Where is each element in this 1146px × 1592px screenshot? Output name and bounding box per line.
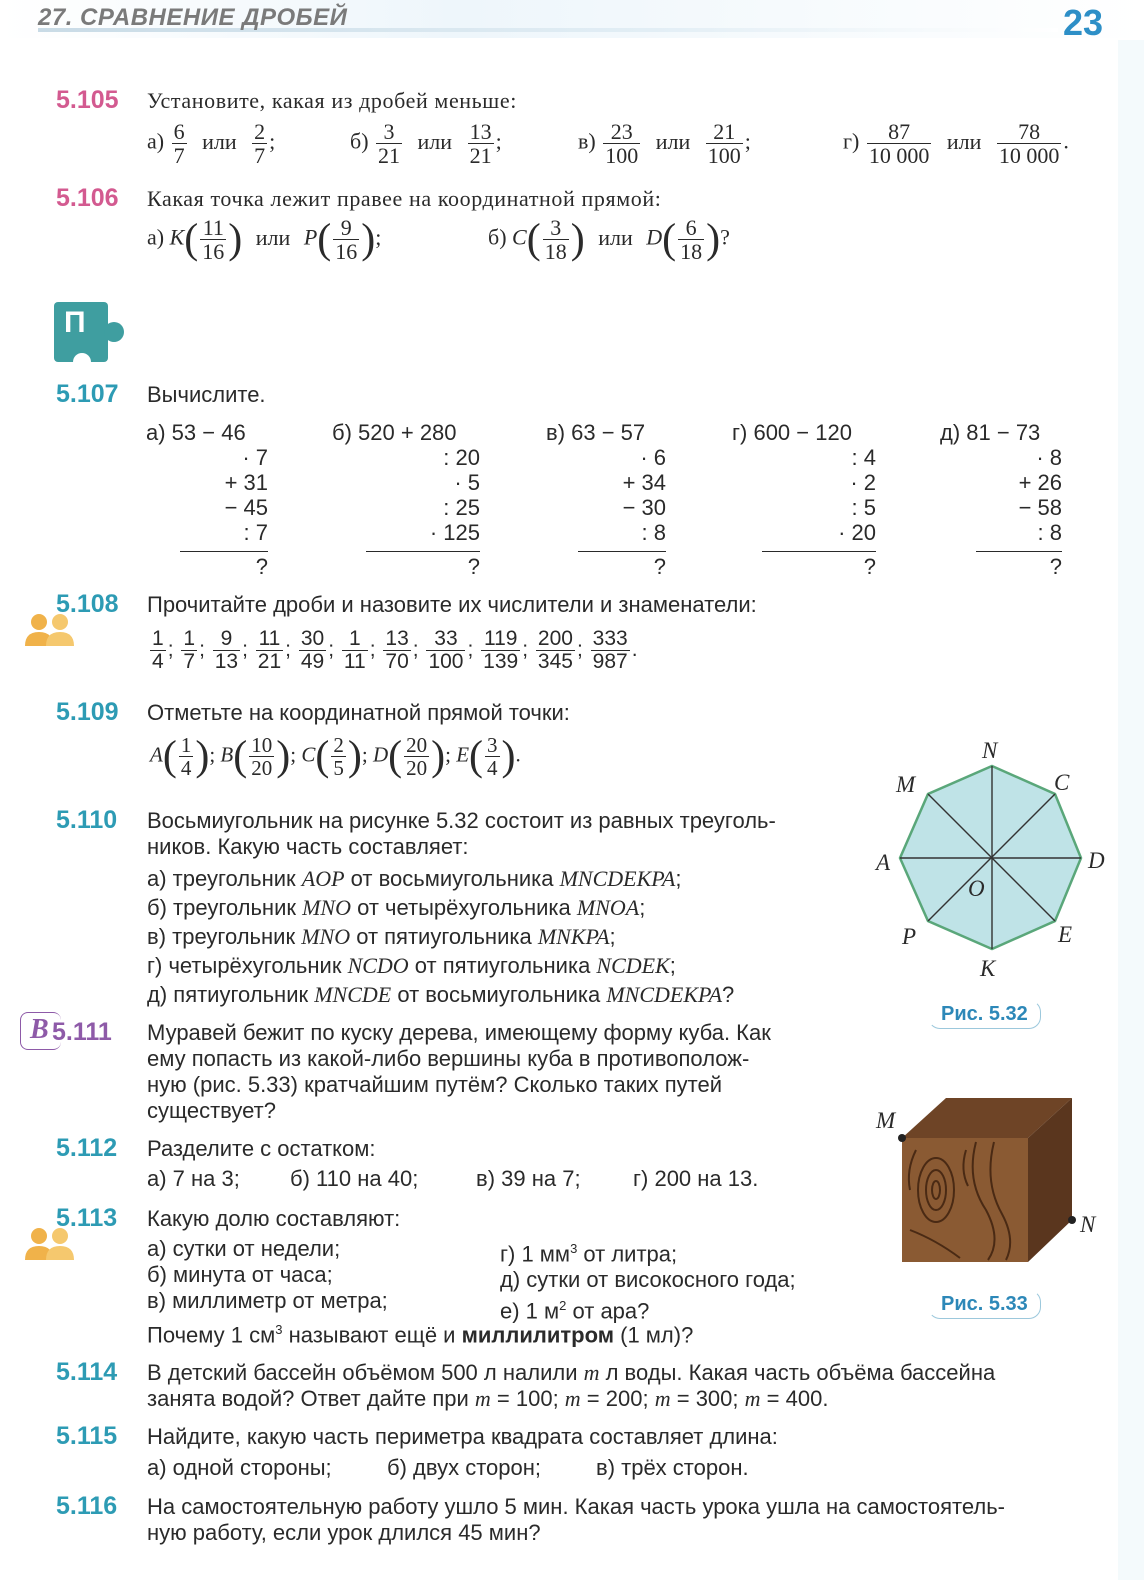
list-item: б) треугольник MNO от четырёхугольника MNOA;	[147, 895, 646, 920]
problem-5-111-text: Муравей бежит по куску дерева, имеющему форму куба. Как ему попасть из какой-либо вершины куба в противополож- ную (рис. 5.33) кратчайшим путём? Сколько таких путей существует?	[147, 1020, 771, 1123]
section-title: 27. СРАВНЕНИЕ ДРОБЕЙ	[38, 4, 348, 31]
problem-5-115-item-b: б) двух сторон;	[387, 1455, 541, 1480]
calc-chain-a: а) 53 − 46 · 7 + 31 − 45 : 7 ?	[146, 420, 268, 579]
problem-5-108-text: Прочитайте дроби и назовите их числители и знаменатели:	[147, 592, 757, 617]
problem-5-116-line-1: На самостоятельную работу ушло 5 мин. Какая часть урока ушла на самостоятель-	[147, 1494, 1005, 1519]
fraction: $\frac{78}{10 000}$	[998, 119, 1060, 169]
problem-5-112-item-b: б) 110 на 40;	[290, 1166, 419, 1191]
calc-chain-e: д) 81 − 73 · 8 + 26 − 58 : 8 ?	[940, 420, 1062, 579]
fraction: $\frac{2}{7}$	[254, 119, 266, 169]
problem-5-105-option-d: г) $\frac{87}{10 000}$ или $\frac{78}{10 000}$ .	[843, 119, 1069, 169]
problem-5-113-right-items: г) 1 $мм^3$ от литра; д) сутки от високосного года; е) 1 $м^2$ от ара?	[500, 1241, 796, 1324]
label-D: D	[1088, 848, 1105, 873]
fraction: $\frac{87}{10 000}$	[868, 119, 930, 169]
problem-number-5-113: 5.113	[56, 1204, 118, 1232]
problem-5-114-line-1: В детский бассейн объёмом 500 л налили m л воды. Какая часть объёма бассейна	[147, 1360, 996, 1385]
problem-5-115-item-a: а) одной стороны;	[147, 1455, 332, 1480]
label-O: O	[968, 876, 985, 901]
problem-number-5-114: 5.114	[56, 1358, 118, 1386]
list-item: а) треугольник AOP от восьмиугольника MNCDEKPA;	[147, 866, 682, 891]
problem-5-116-line-2: ную работу, если урок длился 45 мин?	[147, 1520, 541, 1545]
problem-5-113-question: Почему 1 $см^3$ называют ещё и миллилитром (1 мл)?	[147, 1322, 694, 1348]
problem-5-106-option-a: а) K( $\frac{11}{16}$ ) или P( $\frac{9}{16}$ );	[147, 215, 382, 265]
problem-number-5-116: 5.116	[56, 1492, 118, 1520]
problem-5-110-line-1: Восьмиугольник на рисунке 5.32 состоит из равных треуголь-	[147, 808, 776, 833]
label-N: N	[982, 738, 998, 763]
problem-number-5-106: 5.106	[56, 184, 119, 212]
fraction: $\frac{3}{21}$	[378, 119, 401, 169]
problem-5-105-text: Установите, какая из дробей меньше:	[147, 88, 517, 113]
fraction: $\frac{13}{21}$	[469, 119, 492, 169]
fraction: $\frac{21}{100}$	[707, 119, 741, 169]
problem-5-106-text: Какая точка лежит правее на координатной прямой:	[147, 186, 662, 211]
problem-5-112-text: Разделите с остатком:	[147, 1136, 376, 1161]
list-item: д) пятиугольник MNCDE от восьмиугольника MNCDEKPA?	[147, 982, 735, 1007]
problem-5-110-line-2: ников. Какую часть составляет:	[147, 834, 469, 859]
puzzle-badge-letter: П	[64, 306, 86, 339]
or-word: или	[202, 128, 237, 154]
fraction: $\frac{6}{7}$	[173, 119, 185, 169]
problem-5-115-text: Найдите, какую часть периметра квадрата составляет длина:	[147, 1424, 778, 1449]
problem-5-105-option-b: б) $\frac{3}{21}$ или $\frac{13}{21}$ ;	[350, 119, 502, 169]
problem-5-107-text: Вычислите.	[147, 382, 266, 407]
problem-5-106-option-b: б) C( $\frac{3}{18}$ ) или D( $\frac{6}{18}$ )?	[488, 215, 730, 265]
label-P: P	[902, 924, 917, 949]
figure-5-32-caption: Рис. 5.32	[928, 1000, 1041, 1029]
label-A: A	[876, 850, 891, 875]
problem-5-112-item-d: г) 200 на 13.	[633, 1166, 759, 1191]
problem-5-105-options: а) $\frac{6}{7}$ или $\frac{2}{7}$ ;	[147, 119, 276, 169]
calc-chain-b: б) 520 + 280 : 20 · 5 : 25 · 125 ?	[332, 420, 480, 579]
list-item: в) треугольник MNO от пятиугольника MNKPA;	[147, 924, 616, 949]
problem-5-113-text: Какую долю составляют:	[147, 1206, 401, 1231]
label-M: M	[896, 772, 916, 797]
problem-5-105-option-c: в) $\frac{23}{100}$ или $\frac{21}{100}$ ;	[578, 119, 751, 169]
label-K: K	[980, 956, 996, 981]
calc-chain-c: в) 63 − 57 · 6 + 34 − 30 : 8 ?	[546, 420, 666, 579]
decorative-dot-strip	[1116, 40, 1146, 1580]
label-a: а)	[147, 128, 165, 154]
problem-5-115-item-c: в) трёх сторон.	[596, 1455, 749, 1480]
page-number: 23	[1063, 2, 1104, 43]
problem-number-5-105: 5.105	[56, 86, 119, 114]
problem-5-113-left-items: а) сутки от недели; б) минута от часа; в) миллиметр от метра;	[147, 1236, 388, 1313]
problem-5-108-fractions: $\frac{1}{4}$ ; $\frac{1}{7}$ ; $\frac{9}{13}$ ; $\frac{11}{21}$ ; $\frac{30}{49}$ ; $\frac{1}{11}$ ; $\frac{13}{70}$ ; $\frac{33}{100}$ ; $\frac{119}{139}$ ; $\frac{200}{345}$ ; $\frac{333}{987}$ .	[152, 627, 638, 674]
cube-label-N: N	[1080, 1212, 1096, 1237]
problem-number-5-111: 5.111	[52, 1018, 112, 1046]
problem-5-109-points: A( $\frac{1}{4}$ ); B( $\frac{10}{20}$ ); C( $\frac{2}{5}$ ); D( $\frac{20}{20}$ ); E( $\frac{3}{4}$ ).	[150, 733, 521, 781]
problem-5-109-text: Отметьте на координатной прямой точки:	[147, 700, 570, 725]
problem-number-5-110: 5.110	[56, 806, 118, 834]
figure-5-33-caption: Рис. 5.33	[928, 1290, 1041, 1319]
problem-number-5-112: 5.112	[56, 1134, 118, 1162]
list-item: г) четырёхугольник NCDO от пятиугольника NCDEK;	[147, 953, 676, 978]
problem-5-112-item-c: в) 39 на 7;	[476, 1166, 581, 1191]
label-C: C	[1054, 770, 1070, 795]
problem-number-5-108: 5.108	[56, 590, 119, 618]
problem-number-5-115: 5.115	[56, 1422, 118, 1450]
problem-number-5-109: 5.109	[56, 698, 119, 726]
figure-5-33-cube	[876, 1090, 1116, 1290]
problem-5-112-item-a: а) 7 на 3;	[147, 1166, 240, 1191]
problem-5-110-items	[147, 864, 734, 1009]
cube-label-M: M	[876, 1108, 896, 1133]
calc-chain-d: г) 600 − 120 : 4 · 2 : 5 · 20 ?	[732, 420, 876, 579]
label-E: E	[1058, 922, 1073, 947]
problem-number-5-107: 5.107	[56, 380, 119, 408]
fraction: $\frac{23}{100}$	[605, 119, 639, 169]
badge-letter-v: В	[30, 1014, 49, 1045]
problem-5-114-line-2: занята водой? Ответ дайте при m = 100; m = 200; m = 300; m = 400.	[147, 1386, 829, 1411]
